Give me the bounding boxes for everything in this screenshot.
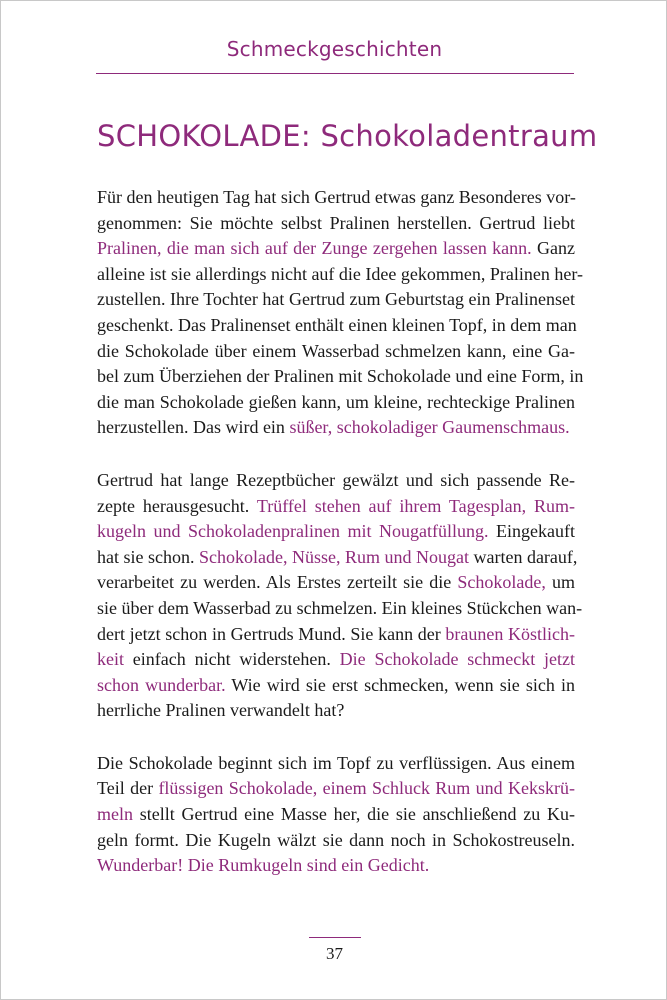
paragraph	[97, 751, 575, 879]
highlighted-text: kugeln und Schokoladenpralinen mit Nougatfüllung.	[97, 521, 489, 542]
highlighted-text: Schokolade, Nüsse, Rum und Nougat	[198, 546, 469, 567]
highlighted-text: keit	[97, 649, 124, 670]
text-run: geschenkt. Das Pralinenset enthält einen kleinen Topf, in dem man	[97, 314, 577, 335]
text-run: Wie wird sie erst schmecken, wenn sie sich in	[225, 674, 576, 695]
text-run: sie über dem Wasserbad zu schmelzen. Ein kleines Stückchen wan-	[97, 597, 583, 618]
text-line	[97, 236, 575, 262]
text-line	[97, 545, 578, 571]
text-run: warten darauf,	[468, 546, 578, 567]
text-line	[97, 468, 575, 494]
text-run: geln formt. Die Kugeln wälzt sie dann noch in Schokostreuseln.	[97, 829, 575, 850]
text-line	[97, 313, 575, 339]
paragraph	[97, 468, 583, 724]
highlighted-text: süßer, schokoladiger Gaumenschmaus.	[289, 417, 570, 438]
text-line	[97, 802, 575, 828]
highlighted-text: Die Schokolade schmeckt jetzt	[339, 649, 575, 670]
text-run: Gertrud hat lange Rezeptbücher gewälzt und sich passende Re-	[97, 469, 575, 490]
text-run: herzustellen. Das wird ein	[97, 417, 290, 438]
text-run: um	[545, 572, 575, 593]
text-run: die man Schokolade gießen kann, um kleine, rechteckige Pralinen	[97, 391, 575, 412]
page-number: 37	[326, 944, 343, 963]
text-line	[97, 596, 583, 622]
text-run: dert jetzt schon in Gertruds Mund. Sie kann der	[97, 623, 446, 644]
body-text	[97, 185, 584, 906]
highlighted-text: schon wunderbar.	[97, 674, 226, 695]
highlighted-text: Schokolade,	[457, 572, 546, 593]
text-run: zepte herausgesucht.	[97, 495, 257, 516]
text-line	[97, 339, 575, 365]
text-line	[97, 622, 575, 648]
running-head: Schmeckgeschichten	[226, 37, 443, 61]
text-line	[97, 211, 575, 237]
text-run: die Schokolade über einem Wasserbad schmelzen kann, eine Ga-	[97, 340, 575, 361]
highlighted-text: Trüffel stehen auf ihrem Tagesplan, Rum-	[256, 495, 576, 516]
highlighted-text: flüssigen Schokolade, einem Schluck Rum und Kekskrü-	[158, 778, 576, 799]
text-line	[97, 415, 575, 441]
text-line	[97, 185, 575, 211]
text-run: herrliche Pralinen verwandelt hat?	[97, 700, 345, 721]
highlighted-text: braunen Köstlich-	[445, 623, 575, 644]
paragraph	[97, 185, 584, 441]
text-run: Die Schokolade beginnt sich im Topf zu verflüssigen. Aus einem	[97, 752, 575, 773]
text-run: bel zum Überziehen der Pralinen mit Schokolade und eine Form, in	[97, 366, 584, 387]
text-line	[97, 262, 583, 288]
header-rule	[96, 73, 574, 74]
text-line	[97, 647, 575, 673]
text-line	[97, 364, 584, 390]
text-run: einfach nicht widerstehen.	[124, 649, 340, 670]
text-run: Ganz	[531, 238, 575, 259]
text-line	[97, 519, 575, 545]
chapter-title: SCHOKOLADE: Schokoladentraum	[97, 119, 598, 153]
highlighted-text: Wunderbar! Die Rumkugeln sind ein Gedicht.	[97, 855, 430, 876]
text-line	[97, 390, 575, 416]
text-line	[97, 494, 575, 520]
text-line	[97, 287, 575, 313]
text-run: genommen: Sie möchte selbst Pralinen herstellen. Gertrud liebt	[97, 212, 575, 233]
footer-rule	[309, 937, 361, 938]
text-line	[97, 751, 575, 777]
text-run: hat sie schon.	[97, 546, 199, 567]
text-line	[97, 853, 575, 879]
text-line	[97, 570, 575, 596]
text-line	[97, 776, 575, 802]
text-run: stellt Gertrud eine Masse her, die sie anschließend zu Ku-	[133, 804, 575, 825]
text-line	[97, 673, 575, 699]
text-run: verarbeitet zu werden. Als Erstes zerteilt sie die	[97, 572, 458, 593]
text-run: zustellen. Ihre Tochter hat Gertrud zum Geburtstag ein Pralinenset	[97, 289, 575, 310]
text-run: Für den heutigen Tag hat sich Gertrud etwas ganz Besonderes vor-	[97, 187, 576, 207]
text-run: Eingekauft	[488, 521, 575, 542]
highlighted-text: Pralinen, die man sich auf der Zunge zergehen lassen kann.	[97, 238, 532, 259]
text-line	[97, 828, 575, 854]
text-run: alleine ist sie allerdings nicht auf die Idee gekommen, Pralinen her-	[97, 263, 583, 284]
text-line	[97, 698, 575, 724]
highlighted-text: meln	[97, 804, 133, 825]
text-run: Teil der	[97, 778, 159, 799]
